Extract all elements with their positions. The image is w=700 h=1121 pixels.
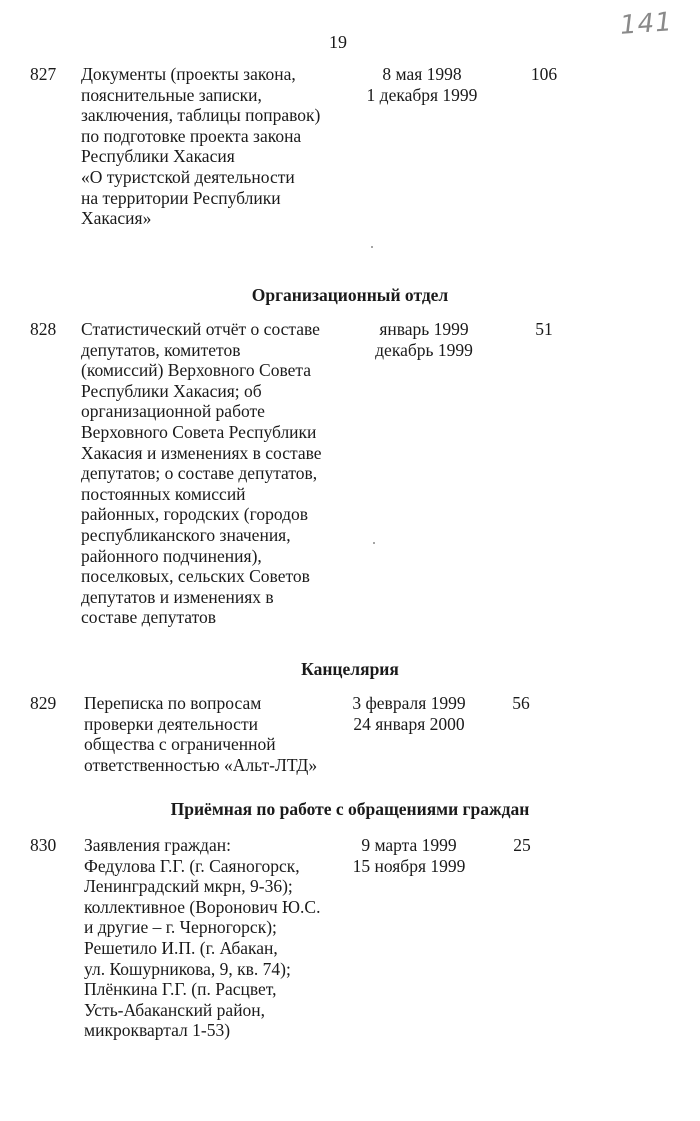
entry-number: 827 [30, 64, 57, 84]
end-date: декабрь 1999 [375, 339, 473, 360]
description-line: по подготовке проекта закона [81, 125, 302, 146]
description-line: заключения, таблицы поправок) [81, 105, 321, 126]
description-line: Республики Хакасия; об [81, 380, 262, 401]
description-line: Федулова Г.Г. (г. Саяногорск, [84, 855, 300, 876]
description-line: ул. Кошурникова, 9, кв. 74); [84, 958, 291, 979]
scan-speck [371, 246, 373, 248]
start-date: январь 1999 [379, 319, 469, 339]
entry-dates [349, 319, 499, 360]
description-line: пояснительные записки, [81, 84, 262, 105]
section-heading: Канцелярия [301, 659, 399, 679]
entry-dates [334, 693, 484, 734]
sheet-count: 56 [512, 693, 530, 713]
entry-dates [347, 64, 497, 105]
entry-description [81, 319, 351, 628]
description-line: депутатов; о составе депутатов, [81, 463, 318, 484]
scan-speck [373, 542, 375, 544]
description-line: районных, городских (городов [81, 504, 309, 525]
description-line: на территории Республики [81, 187, 281, 208]
handwritten-sheet-number: 141 [618, 7, 674, 41]
sheet-count: 51 [535, 319, 553, 339]
description-line: общества с ограниченной [84, 734, 276, 755]
start-date: 9 марта 1999 [361, 835, 457, 855]
entry-number: 828 [30, 319, 57, 339]
page-number: 19 [329, 32, 347, 52]
description-line: коллективное (Воронович Ю.С. [84, 896, 321, 917]
description-line: Хакасия и изменениях в составе [81, 442, 322, 463]
description-line: Заявления граждан: [84, 835, 231, 855]
description-line: Плёнкина Г.Г. (п. Расцвет, [84, 979, 277, 1000]
description-line: депутатов, комитетов [81, 339, 241, 360]
entry-description [84, 693, 354, 775]
description-line: микроквартал 1-53) [84, 1020, 231, 1041]
description-line: поселковых, сельских Советов [81, 566, 310, 587]
end-date: 15 ноября 1999 [352, 855, 466, 876]
sheet-count: 106 [530, 64, 558, 84]
end-date: 24 января 2000 [353, 713, 465, 734]
description-line: составе депутатов [81, 607, 217, 628]
entry-description [81, 64, 351, 229]
entry-description [84, 835, 354, 1041]
description-line: Документы (проекты закона, [81, 64, 296, 84]
section-heading: Приёмная по работе с обращениями граждан [170, 799, 530, 819]
description-line: Усть-Абаканский район, [84, 999, 266, 1020]
description-line: Решетило И.П. (г. Абакан, [84, 937, 278, 958]
section-heading: Организационный отдел [251, 285, 449, 305]
description-line: Статистический отчёт о составе [81, 319, 320, 339]
description-line: Республики Хакасия [81, 146, 235, 167]
start-date: 8 мая 1998 [382, 64, 462, 84]
sheet-count: 25 [513, 835, 531, 855]
description-line: организационной работе [81, 401, 265, 422]
description-line: депутатов и изменениях в [81, 586, 274, 607]
description-line: проверки деятельности [84, 713, 258, 734]
start-date: 3 февраля 1999 [352, 693, 466, 713]
entry-number: 829 [30, 693, 57, 713]
description-line: Верховного Совета Республики [81, 421, 317, 442]
description-line: районного подчинения), [81, 545, 262, 566]
end-date: 1 декабря 1999 [366, 84, 478, 105]
description-line: (комиссий) Верховного Совета [81, 360, 312, 381]
description-line: Хакасия» [81, 208, 152, 229]
description-line: и другие – г. Черногорск); [84, 917, 277, 938]
description-line: Переписка по вопросам [84, 693, 262, 713]
description-line: Ленинградский мкрн, 9-36); [84, 876, 293, 897]
description-line: «О туристской деятельности [81, 166, 295, 187]
entry-number: 830 [30, 835, 57, 855]
description-line: постоянных комиссий [81, 483, 246, 504]
description-line: ответственностью «Альт-ЛТД» [84, 754, 318, 775]
description-line: республиканского значения, [81, 524, 291, 545]
entry-dates [334, 835, 484, 876]
